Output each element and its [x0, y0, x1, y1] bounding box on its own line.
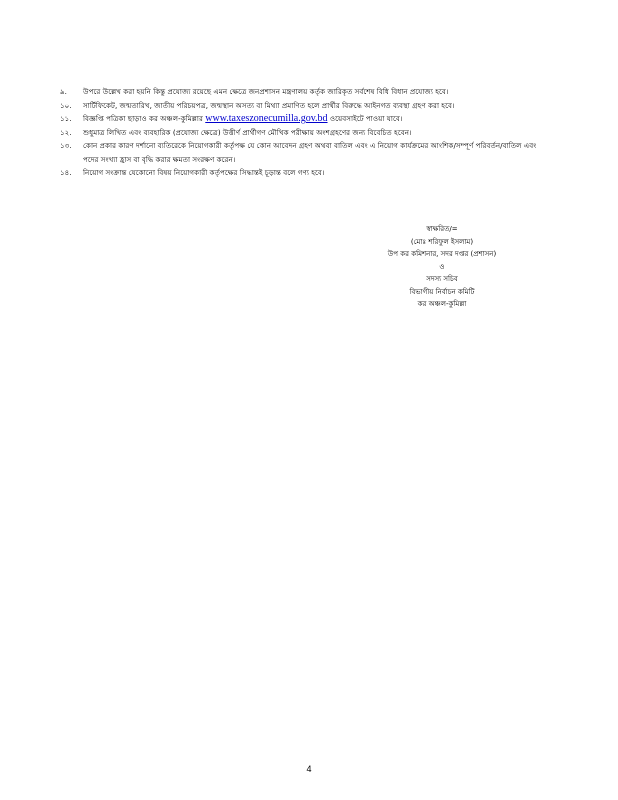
signatory-name: (মোঃ শরিফুল ইসলাম) — [410, 237, 474, 246]
clause-number: ১৪. — [60, 168, 72, 177]
office-name: কর অঞ্চল-কুমিল্লা — [417, 300, 467, 308]
clause-number: ১১. — [60, 114, 72, 123]
signatory-role: সদস্য সচিব — [426, 275, 458, 283]
clause-number: ৯. — [60, 87, 67, 96]
website-link[interactable]: www.taxeszonecumilla.gov.bd — [205, 113, 328, 124]
clause-10 — [60, 99, 540, 113]
conjunction: ও — [439, 262, 445, 271]
clause-number: ১২. — [60, 127, 72, 137]
clause-text-before-link: বিজ্ঞপ্তি পত্রিকা ছাড়াও কর অঞ্চল-কুমিল্লার — [83, 114, 206, 123]
page-number: 4 — [306, 764, 312, 774]
clause-list — [60, 85, 540, 180]
clause-number: ১৩. — [60, 141, 72, 150]
signed-mark: স্বাক্ষরিত/= — [426, 225, 458, 233]
committee-name: বিভাগীয় নির্বাচন কমিটি — [409, 287, 475, 296]
signatory-designation: উপ কর কমিশনার, সদর দপ্তর (প্রশাসন) — [387, 250, 497, 258]
clause-11 — [60, 112, 540, 126]
clause-12 — [60, 126, 540, 140]
clause-text: উপরে উল্লেখ করা হয়নি কিন্তু প্রযোজ্য রয়েছে এমন ক্ষেত্রে জনপ্রশাসন মন্ত্রণালয় কর্তৃক জারিকৃত সর্বশেষ বিধি বিধান প্রযোজ্য হবে। — [83, 87, 449, 96]
clause-text: শুধুমাত্র লিখিত এবং ব্যবহারিক (প্রযোজ্য ক্ষেত্রে) উত্তীর্ণ প্রার্থীগণ মৌখিক পরীক্ষায় অংশগ্রহণের জন্য বিবেচিত হবেন। — [83, 127, 412, 137]
clause-text-after-link: ওয়েবসাইটে পাওয়া যাবে। — [327, 114, 403, 123]
clause-text: নিয়োগ সংক্রান্ত যেকোনো বিষয় নিয়োগকারী কর্তৃপক্ষের সিদ্ধান্তই চূড়ান্ত বলে গণ্য হবে। — [83, 168, 325, 177]
clause-text: সার্টিফিকেট, জন্মতারিখ, জাতীয় পরিচয়পত্র, জন্মস্থান অসত্য বা মিথ্যা প্রমাণিত হলে প্রার্থীর বিরুদ্ধে আইনগত ব্যবস্থা গ্রহণ করা হবে। — [83, 100, 455, 110]
clause-number: ১০. — [60, 100, 72, 110]
clause-text: কোন প্রকার কারণ দর্শানো ব্যতিরেকে নিয়োগকারী কর্তৃপক্ষ যে কোন আবেদন গ্রহণ অথবা বাতিল এবং এ নিয়োগ কার্যক্রমের আংশিক/সম্পূর্ণ পরিবর্তন/বাতিল এবং পদের সংখ্যা হ্রাস বা বৃদ্ধি করার ক্ষমতা সংরক্ষণ করেন। — [83, 141, 537, 164]
clause-9 — [60, 85, 540, 99]
signature-block — [360, 223, 524, 311]
clause-13 — [60, 139, 540, 166]
clause-14 — [60, 166, 540, 180]
clause-text — [83, 112, 540, 126]
